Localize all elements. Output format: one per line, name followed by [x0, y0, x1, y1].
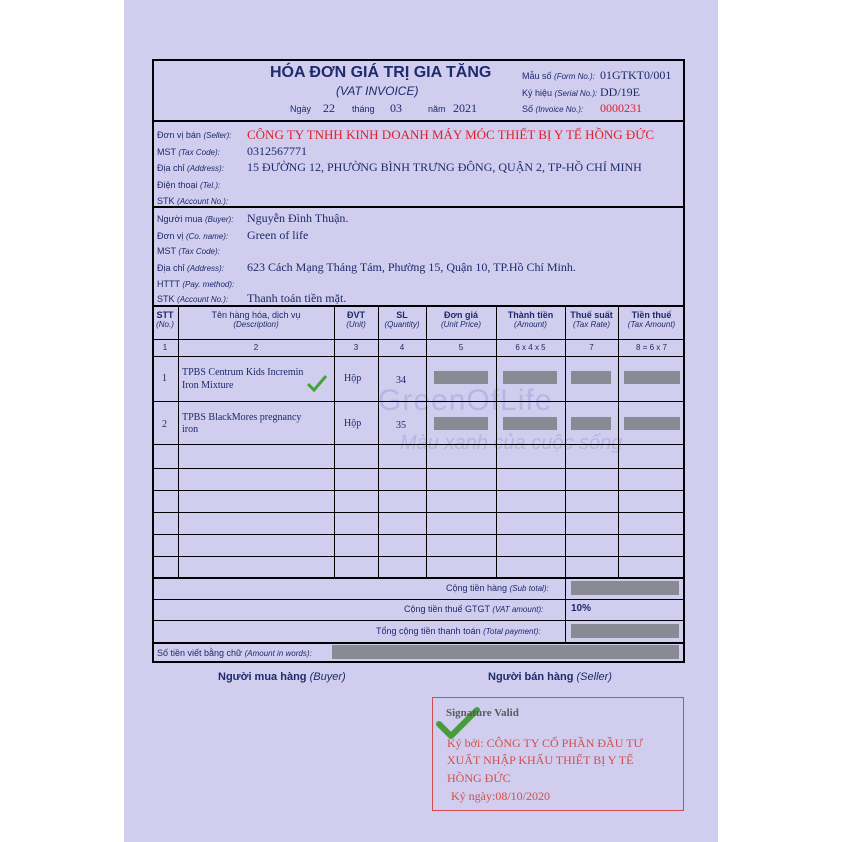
- buyer-address: 623 Cách Mạng Tháng Tám, Phường 15, Quận 10, TP.Hồ Chí Minh.: [247, 260, 576, 274]
- seller-name-label: Đơn vị bán (Seller):: [157, 130, 232, 140]
- seller-address: 15 ĐƯỜNG 12, PHƯỜNG BÌNH TRƯNG ĐÔNG, QUẬN 2, TP-HỒ CHÍ MINH: [247, 160, 642, 174]
- col-header-no: STT (No.): [156, 310, 174, 329]
- buyer-company-label: Đơn vị (Co. name):: [157, 231, 229, 241]
- row1-unit: Hộp: [344, 373, 362, 384]
- invoice-subtitle: (VAT INVOICE): [336, 84, 419, 98]
- redacted-unit-price: [434, 417, 488, 430]
- seller-name: CÔNG TY TNHH KINH DOANH MÁY MÓC THIẾT BỊ Y TẾ HỒNG ĐỨC: [247, 127, 655, 142]
- row2-description-line2: iron: [182, 424, 199, 435]
- stamp-signer-line1: Ký bởi: CÔNG TY CỔ PHẦN ĐẦU TƯ: [447, 736, 643, 750]
- redacted-amount: [503, 417, 557, 430]
- seller-divider: [152, 206, 685, 208]
- buyer-company: Green of life: [247, 228, 309, 242]
- redacted-tax-rate: [571, 371, 611, 384]
- totals-col-divider: [565, 578, 566, 642]
- col-number: 4: [399, 343, 405, 352]
- redacted-tax-amount: [624, 371, 680, 384]
- stamp-signer-line2: XUẤT NHẬP KHẨU THIẾT BỊ Y TẾ: [447, 753, 634, 767]
- vat-rate: 10%: [571, 603, 592, 614]
- stamp-date: Ký ngày:08/10/2020: [451, 789, 550, 803]
- table-row-divider: [152, 556, 685, 557]
- col-header-quantity: SL (Quantity): [384, 310, 420, 329]
- row1-quantity: 34: [396, 375, 406, 386]
- date-year-label: năm: [428, 104, 446, 114]
- table-row-divider: [152, 490, 685, 491]
- buyer-tax-label: MST (Tax Code):: [157, 246, 220, 256]
- seller-signature-label: Người bán hàng (Seller): [488, 671, 612, 683]
- buyer-account-label: STK (Account No.):: [157, 294, 229, 304]
- redacted-tax-rate: [571, 417, 611, 430]
- col-header-unit-price: Đơn giá (Unit Price): [440, 310, 481, 329]
- total-payment-label: Tổng cộng tiền thanh toán (Total payment):: [376, 626, 541, 636]
- amount-in-words-label: Số tiền viết bằng chữ (Amount in words):: [157, 648, 312, 658]
- redacted-amount-in-words: [332, 645, 679, 659]
- totals-divider: [152, 620, 685, 621]
- seller-tel-label: Điện thoại (Tel.):: [157, 180, 221, 190]
- invoice-frame: [152, 59, 685, 663]
- totals-bottom: [152, 642, 685, 644]
- invoice-no-label: Số (Invoice No.):: [522, 104, 584, 114]
- table-header-divider: [152, 339, 685, 340]
- form-no-label: Mẫu số (Form No.):: [522, 71, 595, 81]
- serial-label: Ký hiệu (Serial No.):: [522, 88, 598, 98]
- redacted-total: [571, 624, 679, 638]
- watermark-slogan-text: Màu xanh của cuộc sống: [400, 432, 623, 454]
- row1-no: 1: [162, 373, 167, 384]
- signature-valid-title: Signature Valid: [446, 707, 519, 719]
- row2-unit: Hộp: [344, 418, 362, 429]
- col-number: 2: [253, 343, 259, 352]
- redacted-unit-price: [434, 371, 488, 384]
- serial-no: DD/19E: [600, 85, 640, 99]
- redacted-tax-amount: [624, 417, 680, 430]
- redacted-subtotal: [571, 581, 679, 595]
- vat-label: Cộng tiền thuế GTGT (VAT amount):: [404, 604, 544, 614]
- buyer-divider: [152, 305, 685, 307]
- col-number: 6 x 4 x 5: [515, 343, 546, 352]
- table-row-divider: [152, 468, 685, 469]
- watermark-logo-text: GreenOfLife: [378, 384, 553, 417]
- table-row2-divider: [152, 444, 685, 445]
- row1-description-line2: Iron Mixture: [182, 380, 234, 391]
- buyer-signature-label: Người mua hàng (Buyer): [218, 671, 346, 683]
- col-number: 3: [353, 343, 359, 352]
- col-number: 5: [458, 343, 464, 352]
- seller-tax: 0312567771: [247, 144, 307, 158]
- subtotal-label: Cộng tiền hàng (Sub total):: [446, 583, 549, 593]
- buyer-account: Thanh toán tiền mặt.: [247, 291, 347, 305]
- buyer-label: Người mua (Buyer):: [157, 214, 234, 224]
- col-header-amount: Thành tiền (Amount): [507, 310, 554, 329]
- invoice-no: 0000231: [600, 101, 642, 115]
- seller-tax-label: MST (Tax Code):: [157, 147, 220, 157]
- row2-quantity: 35: [396, 420, 406, 431]
- row1-description-line1: TPBS Centrum Kids Incremin: [182, 367, 304, 378]
- seller-address-label: Địa chỉ (Address):: [157, 163, 224, 173]
- check-icon: [306, 374, 328, 394]
- table-row-divider: [152, 512, 685, 513]
- table-number-divider: [152, 356, 685, 357]
- header-divider: [152, 120, 685, 122]
- payment-label: HTTT (Pay. method):: [157, 279, 235, 289]
- form-no: 01GTKT0/001: [600, 68, 672, 82]
- col-header-tax-amount: Tiền thuế (Tax Amount): [627, 310, 676, 329]
- buyer-name: Nguyễn Đình Thuận.: [247, 211, 349, 225]
- date-year: 2021: [453, 101, 477, 115]
- col-header-tax-rate: Thuế suất (Tax Rate): [570, 310, 613, 329]
- date-month-label: tháng: [352, 104, 375, 114]
- stamp-signer-line3: HỒNG ĐỨC: [447, 771, 511, 785]
- buyer-address-label: Địa chỉ (Address):: [157, 263, 224, 273]
- invoice-title: HÓA ĐƠN GIÁ TRỊ GIA TĂNG: [270, 64, 492, 81]
- date-day: 22: [323, 101, 335, 115]
- row2-description-line1: TPBS BlackMores pregnancy: [182, 412, 302, 423]
- seller-account-label: STK (Account No.):: [157, 196, 229, 206]
- col-number: 8 = 6 x 7: [636, 343, 667, 352]
- table-row1-divider: [152, 401, 685, 402]
- col-number: 1: [162, 343, 168, 352]
- col-number: 7: [589, 343, 594, 352]
- col-header-unit: ĐVT (Unit): [346, 310, 366, 329]
- date-day-label: Ngày: [290, 104, 312, 114]
- redacted-amount: [503, 371, 557, 384]
- totals-divider: [152, 599, 685, 600]
- table-bottom: [152, 577, 685, 579]
- row2-no: 2: [162, 419, 167, 430]
- date-month: 03: [390, 101, 402, 115]
- col-header-description: Tên hàng hóa, dịch vụ (Description): [211, 310, 301, 329]
- table-row-divider: [152, 534, 685, 535]
